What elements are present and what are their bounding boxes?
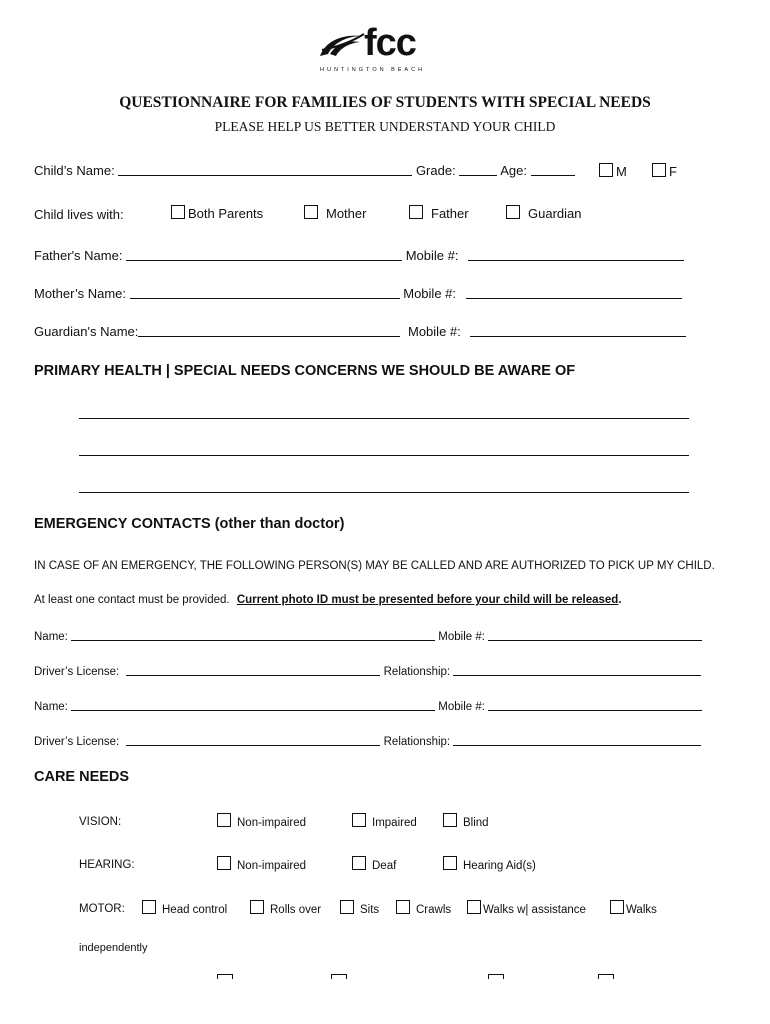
motor-sits[interactable]	[340, 900, 379, 916]
mother-checkbox[interactable]	[304, 205, 318, 219]
vision-non-impaired-label: Non-impaired	[237, 817, 307, 829]
contact-1-license-label: Driver’s License:	[34, 666, 120, 678]
page-subtitle: PLEASE HELP US BETTER UNDERSTAND YOUR CHILD	[214, 119, 556, 134]
fcc-logo	[318, 22, 438, 76]
motor-walks-assistance-checkbox[interactable]	[467, 900, 481, 914]
motor-crawls[interactable]	[396, 900, 451, 916]
hearing-non-impaired-label: Non-impaired	[237, 860, 307, 872]
guardian-mobile-field[interactable]	[470, 324, 686, 337]
hearing-deaf-checkbox[interactable]	[352, 856, 366, 870]
child-name-label: Child’s Name:	[34, 163, 115, 178]
contact-2-name-field[interactable]	[71, 698, 435, 711]
father-name-label: Father's Name:	[34, 248, 123, 263]
lives-with-mother[interactable]	[304, 205, 366, 221]
photo-id-period: .	[618, 594, 622, 606]
female-label: F	[669, 164, 677, 179]
motor-head-control-label: Head control	[162, 904, 228, 916]
photo-id-note: Current photo ID must be presented before your child will be released	[236, 594, 619, 606]
swoosh-logo-icon	[318, 30, 366, 60]
partial-checkbox-4[interactable]	[598, 974, 614, 979]
motor-rolls-over-checkbox[interactable]	[250, 900, 264, 914]
motor-sits-label: Sits	[360, 904, 380, 916]
lives-with-both-parents[interactable]	[171, 205, 263, 221]
partial-checkbox-1[interactable]	[217, 974, 233, 979]
motor-crawls-label: Crawls	[416, 904, 452, 916]
contact-2-name-row	[34, 698, 702, 713]
vision-blind[interactable]	[443, 813, 489, 829]
contact-1-name-label: Name:	[34, 631, 68, 643]
female-checkbox[interactable]	[652, 163, 666, 177]
hearing-aids[interactable]	[443, 856, 536, 872]
guardian-checkbox[interactable]	[506, 205, 520, 219]
child-row	[34, 163, 575, 178]
health-line-3[interactable]	[79, 492, 689, 493]
both-parents-label: Both Parents	[188, 206, 264, 221]
mother-name-label: Mother’s Name:	[34, 286, 126, 301]
vision-blind-checkbox[interactable]	[443, 813, 457, 827]
health-line-1[interactable]	[79, 418, 689, 419]
contact-2-name-label: Name:	[34, 701, 68, 713]
vision-impaired-label: Impaired	[372, 817, 417, 829]
father-mobile-field[interactable]	[468, 248, 684, 261]
partial-checkbox-2[interactable]	[331, 974, 347, 979]
female-option[interactable]	[652, 163, 677, 179]
contact-1-mobile-label: Mobile #:	[438, 631, 485, 643]
motor-head-control[interactable]	[142, 900, 227, 916]
male-option[interactable]	[599, 163, 627, 179]
contact-2-mobile-field[interactable]	[488, 698, 702, 711]
motor-head-control-checkbox[interactable]	[142, 900, 156, 914]
emergency-requirement	[34, 594, 622, 606]
contact-1-name-row	[34, 628, 702, 643]
lives-with-label: Child lives with:	[34, 207, 124, 222]
hearing-deaf[interactable]	[352, 856, 396, 872]
vision-label: VISION:	[79, 816, 122, 828]
father-mobile-label: Mobile #:	[405, 248, 459, 263]
motor-rolls-over[interactable]	[250, 900, 321, 916]
motor-walks-assistance-label: Walks w| assistance	[483, 904, 586, 916]
lives-with-father[interactable]	[409, 205, 469, 221]
hearing-non-impaired-checkbox[interactable]	[217, 856, 231, 870]
contact-2-mobile-label: Mobile #:	[438, 701, 485, 713]
contact-2-relationship-label: Relationship:	[383, 736, 451, 748]
contact-1-relationship-label: Relationship:	[383, 666, 451, 678]
lives-with-guardian[interactable]	[506, 205, 581, 221]
grade-field[interactable]	[459, 163, 497, 176]
guardian-row	[34, 324, 686, 339]
contact-1-mobile-field[interactable]	[488, 628, 702, 641]
contact-2-license-field[interactable]	[126, 733, 380, 746]
contact-1-license-field[interactable]	[126, 663, 380, 676]
mother-name-field[interactable]	[130, 286, 400, 299]
motor-crawls-checkbox[interactable]	[396, 900, 410, 914]
emergency-notice: IN CASE OF AN EMERGENCY, THE FOLLOWING PERSON(S) MAY BE CALLED AND ARE AUTHORIZED TO PICK UP MY CHILD.	[34, 560, 715, 572]
contact-2-license-row	[34, 733, 701, 748]
male-checkbox[interactable]	[599, 163, 613, 177]
vision-non-impaired-checkbox[interactable]	[217, 813, 231, 827]
health-line-2[interactable]	[79, 455, 689, 456]
motor-walks[interactable]	[610, 900, 657, 916]
motor-walks-label: Walks	[626, 904, 657, 916]
emergency-heading: EMERGENCY CONTACTS (other than doctor)	[34, 516, 345, 532]
hearing-aids-label: Hearing Aid(s)	[463, 860, 536, 872]
contact-1-relationship-field[interactable]	[453, 663, 701, 676]
age-label: Age:	[500, 163, 527, 178]
health-heading: PRIMARY HEALTH | SPECIAL NEEDS CONCERNS WE SHOULD BE AWARE OF	[34, 363, 576, 379]
vision-impaired-checkbox[interactable]	[352, 813, 366, 827]
hearing-label: HEARING:	[79, 859, 135, 871]
vision-non-impaired[interactable]	[217, 813, 306, 829]
hearing-aids-checkbox[interactable]	[443, 856, 457, 870]
guardian-mobile-label: Mobile #:	[408, 324, 461, 339]
motor-continuation: independently	[79, 942, 148, 954]
motor-walks-checkbox[interactable]	[610, 900, 624, 914]
logo-brand: fcc	[364, 22, 416, 64]
both-parents-checkbox[interactable]	[171, 205, 185, 219]
vision-blind-label: Blind	[463, 817, 489, 829]
child-name-field[interactable]	[118, 163, 412, 176]
contact-required-text: At least one contact must be provided.	[34, 594, 230, 606]
contact-2-relationship-field[interactable]	[453, 733, 701, 746]
guardian-label: Guardian	[528, 206, 582, 221]
father-row	[34, 248, 684, 263]
father-checkbox[interactable]	[409, 205, 423, 219]
contact-1-license-row	[34, 663, 701, 678]
motor-walks-assistance[interactable]	[467, 900, 586, 916]
vision-impaired[interactable]	[352, 813, 417, 829]
logo-location: HUNTINGTON BEACH	[320, 67, 426, 73]
father-label: Father	[431, 206, 469, 221]
father-name-field[interactable]	[126, 248, 402, 261]
motor-label: MOTOR:	[79, 903, 125, 915]
male-label: M	[616, 164, 627, 179]
mother-mobile-field[interactable]	[466, 286, 682, 299]
guardian-name-label: Guardian's Name:	[34, 324, 139, 339]
age-field[interactable]	[531, 163, 575, 176]
guardian-name-field[interactable]	[138, 324, 400, 337]
hearing-non-impaired[interactable]	[217, 856, 306, 872]
motor-rolls-over-label: Rolls over	[270, 904, 322, 916]
mother-mobile-label: Mobile #:	[403, 286, 456, 301]
mother-row	[34, 286, 682, 301]
grade-label: Grade:	[415, 163, 456, 178]
mother-label: Mother	[326, 206, 367, 221]
page-title: QUESTIONNAIRE FOR FAMILIES OF STUDENTS WITH SPECIAL NEEDS	[119, 94, 651, 111]
hearing-deaf-label: Deaf	[372, 860, 397, 872]
contact-2-license-label: Driver’s License:	[34, 736, 120, 748]
partial-checkbox-3[interactable]	[488, 974, 504, 979]
contact-1-name-field[interactable]	[71, 628, 435, 641]
motor-sits-checkbox[interactable]	[340, 900, 354, 914]
care-heading: CARE NEEDS	[34, 769, 130, 785]
